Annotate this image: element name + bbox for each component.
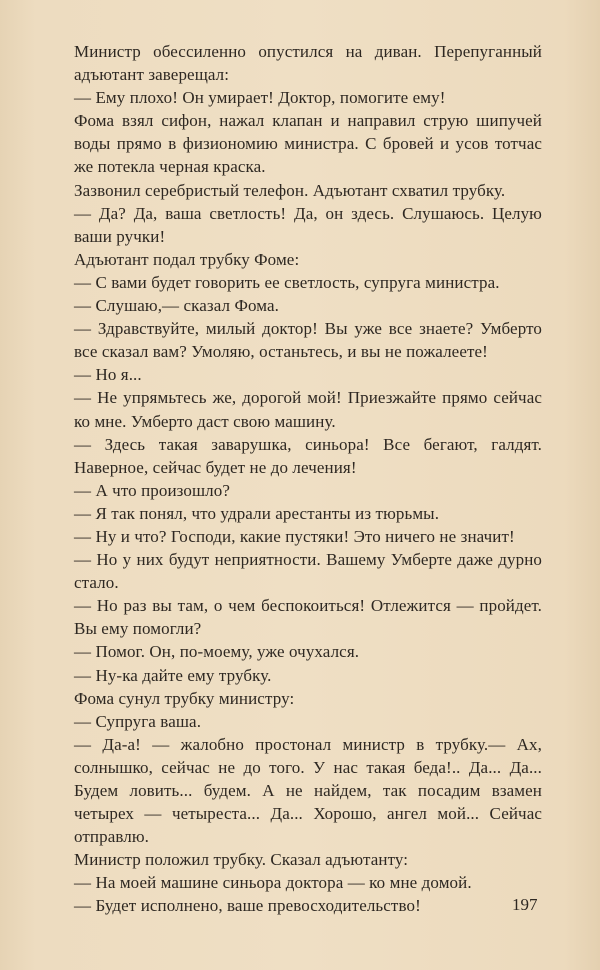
paragraph: — Но раз вы там, о чем беспокоиться! Отлежится — пройдет. Вы ему помогли? — [74, 596, 542, 639]
paragraph: — Здравствуйте, милый доктор! Вы уже все знаете? Умберто все сказал вам? Умоляю, останьтесь, и вы не пожалеете! — [74, 319, 542, 362]
paragraph: — Помог. Он, по-моему, уже очухался. — [74, 642, 360, 662]
paragraph: — Будет исполнено, ваше превосходительство! — [74, 896, 421, 916]
paragraph: — Ну и что? Господи, какие пустяки! Это ничего не значит! — [74, 526, 515, 546]
paragraph: — Не упрямьтесь же, дорогой мой! Приезжайте прямо сейчас ко мне. Умберто даст свою машину. — [74, 388, 542, 431]
page-number: 197 — [512, 895, 538, 914]
paragraph: Фома взял сифон, нажал клапан и направил струю шипучей воды прямо в физиономию министра. С бровей и усов тотчас же потекла черная краска. — [74, 111, 542, 177]
paragraph: — Супруга ваша. — [74, 711, 202, 731]
paragraph: Министр положил трубку. Сказал адъютанту: — [74, 850, 409, 870]
paragraph: — Здесь такая заварушка, синьора! Все бегают, галдят. Наверное, сейчас будет не до лечения! — [74, 434, 542, 477]
paragraph: Адъютант подал трубку Фоме: — [74, 249, 300, 269]
page-text — [74, 40, 542, 918]
paragraph: — Ему плохо! Он умирает! Доктор, помогите ему! — [74, 88, 446, 108]
paragraph: Министр обессиленно опустился на диван. Перепуганный адъютант заверещал: — [74, 42, 542, 85]
paragraph: — Но я... — [74, 365, 142, 385]
paragraph: — Да-а! — жалобно простонал министр в трубку.— Ах, солнышко, сейчас не до того. У нас такая беда!.. Да... Да... Будем ловить... будем. А не найдем, так посадим взамен четырех — четыреста... Да... Хорошо, ангел мой... Сейчас отправлю. — [74, 734, 542, 847]
paragraph: — Да? Да, ваша светлость! Да, он здесь. Слушаюсь. Целую ваши ручки! — [74, 203, 542, 246]
paragraph: — Слушаю,— сказал Фома. — [74, 296, 279, 316]
paragraph: Фома сунул трубку министру: — [74, 688, 295, 708]
paragraph: — С вами будет говорить ее светлость, супруга министра. — [74, 272, 500, 292]
paragraph: — А что произошло? — [74, 480, 231, 500]
paragraph: — Ну-ка дайте ему трубку. — [74, 665, 272, 685]
paragraph: — Я так понял, что удрали арестанты из тюрьмы. — [74, 503, 440, 523]
paragraph: Зазвонил серебристый телефон. Адъютант схватил трубку. — [74, 180, 506, 200]
paragraph: — Но у них будут неприятности. Вашему Умберте даже дурно стало. — [74, 550, 542, 593]
paragraph: — На моей машине синьора доктора — ко мне домой. — [74, 873, 472, 893]
